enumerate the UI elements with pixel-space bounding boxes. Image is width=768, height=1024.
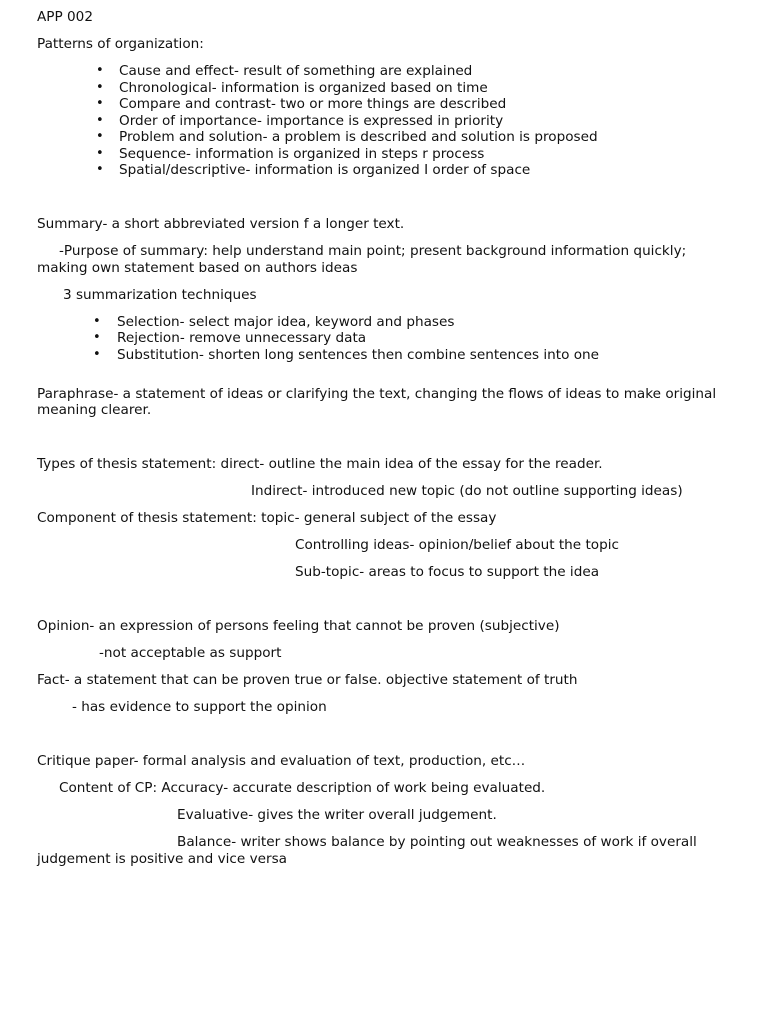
fact-note: - has evidence to support the opinion	[72, 699, 327, 715]
patterns-list	[37, 63, 737, 179]
list-item: • Rejection- remove unnecessary data	[37, 330, 737, 347]
spacer	[37, 374, 737, 386]
list-item: • Chronological- information is organized based on time	[37, 80, 737, 97]
thesis-indirect: Indirect- introduced new topic (do not outline supporting ideas)	[251, 483, 683, 499]
list-item: • Order of importance- importance is expressed in priority	[37, 113, 737, 130]
thesis-subtopic: Sub-topic- areas to focus to support the idea	[295, 564, 600, 580]
techniques-list	[37, 314, 737, 364]
list-item: • Problem and solution- a problem is described and solution is proposed	[37, 129, 737, 146]
critique-definition: Critique paper- formal analysis and evaluation of text, production, etc…	[37, 753, 526, 769]
opinion-definition: Opinion- an expression of persons feeling that cannot be proven (subjective)	[37, 618, 560, 634]
thesis-component: Component of thesis statement: topic- general subject of the essay	[37, 510, 497, 526]
list-item: • Sequence- information is organized in steps r process	[37, 146, 737, 163]
paraphrase-definition: Paraphrase- a statement of ideas or clarifying the text, changing the flows of ideas to make original meaning clearer.	[37, 385, 721, 418]
patterns-heading: Patterns of organization:	[37, 36, 204, 52]
list-item: • Cause and effect- result of something are explained	[37, 63, 737, 80]
spacer	[37, 591, 737, 618]
list-item: • Substitution- shorten long sentences then combine sentences into one	[37, 347, 737, 364]
summary-techniques-heading: 3 summarization techniques	[63, 286, 257, 303]
critique-balance: Balance- writer shows balance by pointing out weaknesses of work if overall judgement is positive and vice versa	[37, 834, 702, 867]
spacer	[37, 726, 737, 753]
spacer	[37, 429, 737, 456]
opinion-note: -not acceptable as support	[99, 645, 282, 661]
fact-definition: Fact- a statement that can be proven true or false. objective statement of truth	[37, 672, 578, 688]
spacer	[37, 189, 737, 216]
list-item: • Compare and contrast- two or more things are described	[37, 96, 737, 113]
list-item: • Selection- select major idea, keyword and phases	[37, 314, 737, 331]
document-title: APP 002	[37, 9, 93, 25]
thesis-controlling: Controlling ideas- opinion/belief about the topic	[295, 537, 620, 553]
summary-purpose: -Purpose of summary: help understand main point; present background information quickly; making own statement based on authors ideas	[37, 243, 691, 276]
summary-definition: Summary- a short abbreviated version f a longer text.	[37, 216, 405, 232]
critique-evaluative: Evaluative- gives the writer overall judgement.	[177, 807, 497, 823]
critique-content: Content of CP: Accuracy- accurate description of work being evaluated.	[59, 780, 546, 796]
thesis-types: Types of thesis statement: direct- outline the main idea of the essay for the reader.	[37, 456, 603, 472]
document-page	[37, 9, 737, 878]
list-item: • Spatial/descriptive- information is organized I order of space	[37, 162, 737, 179]
